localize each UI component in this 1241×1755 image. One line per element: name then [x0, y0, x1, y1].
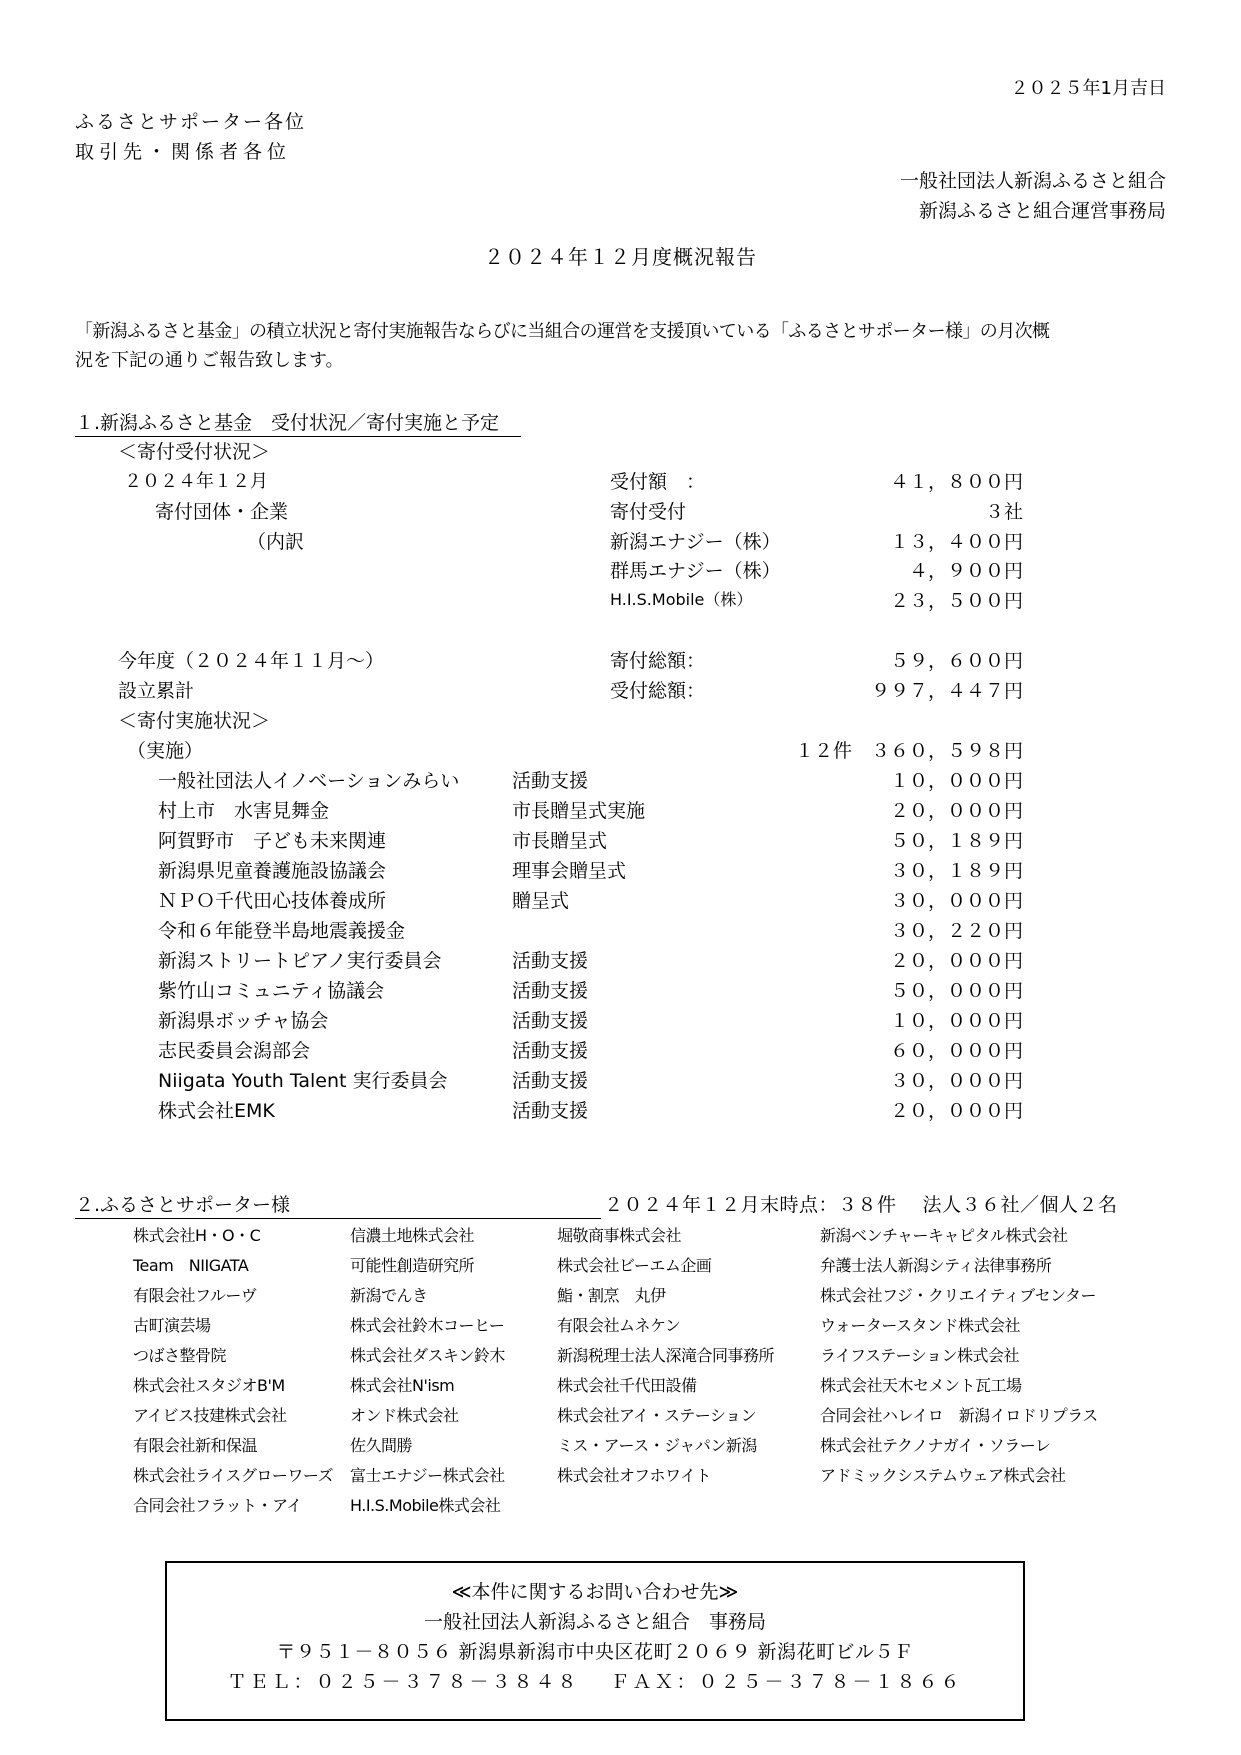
supporter-name: 株式会社N'ism	[350, 1376, 455, 1395]
implementation-org: Niigata Youth Talent 実行委員会	[158, 1070, 448, 1092]
implementation-org: 令和６年能登半島地震義援金	[158, 920, 406, 942]
section2-heading	[75, 1196, 601, 1219]
received-amount-value: ４１，８００円	[889, 471, 1023, 493]
fiscal-total-label: 寄付総額：	[610, 650, 706, 672]
implementation-purpose: 活動支援	[512, 980, 589, 1002]
donor-amount: ４，９００円	[908, 560, 1023, 582]
sender-line-1: 一般社団法人新潟ふるさと組合	[899, 170, 1166, 192]
contact-organization: 一般社団法人新潟ふるさと組合 事務局	[423, 1611, 766, 1633]
implementation-org: 一般社団法人イノベーションみらい	[158, 770, 460, 792]
breakdown-label: （内訳	[247, 531, 305, 553]
cumulative-total-value: ９９７，４４７円	[870, 680, 1023, 702]
section2-heading-text: ２.ふるさとサポーター様	[75, 1194, 291, 1216]
implementation-org: 新潟県児童養護施設協議会	[158, 860, 387, 882]
supporter-name: 古町演芸場	[133, 1316, 211, 1335]
contact-title: ≪本件に関するお問い合わせ先≫	[451, 1581, 739, 1603]
implementation-purpose: 活動支援	[512, 950, 589, 972]
implementation-org: ＮＰＯ千代田心技体養成所	[158, 890, 387, 912]
donation-count-value: ３社	[984, 501, 1023, 523]
supporter-name: ライフステーション株式会社	[820, 1346, 1019, 1365]
donor-name: 群馬エナジー（株）	[610, 560, 781, 582]
implementation-purpose: 活動支援	[512, 1070, 589, 1092]
supporter-name: つばさ整骨院	[133, 1346, 227, 1365]
donor-groups-label: 寄付団体・企業	[155, 501, 289, 523]
implementation-purpose: 市長贈呈式実施	[512, 800, 646, 822]
implementation-org: 志民委員会潟部会	[158, 1040, 311, 1062]
recipient-line-1: ふるさとサポーター各位	[75, 111, 307, 133]
implementation-org: 株式会社EMK	[158, 1100, 275, 1122]
supporter-name: 株式会社ダスキン鈴木	[350, 1346, 505, 1365]
supporter-name: 株式会社スタジオB'M	[133, 1376, 285, 1395]
implementation-amount: ３０，２２０円	[889, 920, 1023, 942]
supporter-name: 有限会社新和保温	[133, 1436, 258, 1455]
fiscal-year-label: 今年度（２０２４年１１月～）	[118, 650, 385, 672]
implementation-amount: ２０，０００円	[889, 800, 1023, 822]
supporter-name: 合同会社フラット・アイ	[133, 1496, 302, 1515]
supporter-name: 新潟税理士法人深滝合同事務所	[557, 1346, 775, 1365]
sender-line-2: 新潟ふるさと組合運営事務局	[918, 200, 1166, 222]
page-title: ２０２４年１２月度概況報告	[484, 245, 757, 269]
supporter-name: 信濃土地株式会社	[350, 1226, 475, 1245]
intro-line-1: 「新潟ふるさと基金」の積立状況と寄付実施報告ならびに当組合の運営を支援頂いている「ふるさとサポーター様」の月次概	[75, 321, 1050, 342]
implementation-purpose: 贈呈式	[512, 890, 570, 912]
supporter-name: 株式会社アイ・ステーション	[557, 1406, 757, 1425]
receipt-month: ２０２４年１２月	[124, 471, 268, 492]
received-amount-label: 受付額 ：	[610, 471, 706, 493]
cumulative-label: 設立累計	[118, 680, 195, 702]
implementation-org: 新潟ストリートピアノ実行委員会	[158, 950, 442, 972]
supporter-name: 株式会社天木セメント瓦工場	[820, 1376, 1022, 1395]
implementation-amount: ５０，０００円	[889, 980, 1023, 1002]
supporter-name: 合同会社ハレイロ 新潟イロドリプラス	[820, 1406, 1098, 1425]
section1-heading: １.新潟ふるさと基金 受付状況／寄付実施と予定	[75, 414, 521, 437]
implementation-amount: ６０，０００円	[889, 1040, 1023, 1062]
donor-amount: ２３，５００円	[889, 590, 1023, 612]
receipt-status-heading: ＜寄付受付状況＞	[118, 441, 271, 463]
implementation-amount: ５０，１８９円	[889, 830, 1023, 852]
implementation-amount: １０，０００円	[889, 770, 1023, 792]
supporter-name: 株式会社H・O・C	[133, 1226, 261, 1245]
implementation-org: 村上市 水害見舞金	[158, 800, 330, 822]
supporter-name: 株式会社ライスグローワーズ	[133, 1466, 334, 1485]
supporter-name: H.I.S.Mobile株式会社	[350, 1496, 501, 1515]
contact-box	[165, 1561, 1025, 1721]
intro-line-2: 況を下記の通りご報告致します。	[75, 350, 344, 371]
supporter-name: ミス・アース・ジャパン新潟	[557, 1436, 757, 1455]
implementation-amount: ３０，０００円	[889, 1070, 1023, 1092]
supporter-name: 佐久間勝	[350, 1436, 413, 1455]
implementation-purpose: 活動支援	[512, 1040, 589, 1062]
supporter-name: 可能性創造研究所	[350, 1256, 475, 1275]
supporter-name: 株式会社フジ・クリエイティブセンター	[820, 1286, 1096, 1305]
implementation-label: （実施）	[127, 740, 204, 762]
supporter-name: 有限会社フルーヴ	[133, 1286, 257, 1305]
supporter-name: Team NIIGATA	[133, 1256, 249, 1275]
supporter-name: 堀敬商事株式会社	[557, 1226, 682, 1245]
supporter-name: 富士エナジー株式会社	[350, 1466, 505, 1485]
implementation-purpose: 活動支援	[512, 1100, 589, 1122]
implementation-amount: ２０，０００円	[889, 1100, 1023, 1122]
supporter-name: 株式会社ビーエム企画	[557, 1256, 712, 1275]
supporter-name: 鮨・割烹 丸伊	[557, 1286, 666, 1305]
implementation-org: 新潟県ボッチャ協会	[158, 1010, 329, 1032]
supporter-name: アドミックシステムウェア株式会社	[820, 1466, 1066, 1485]
supporter-name: 株式会社テクノナガイ・ソラーレ	[820, 1436, 1051, 1455]
implementation-org: 阿賀野市 子ども未来関連	[158, 830, 387, 852]
supporter-name: 株式会社千代田設備	[557, 1376, 697, 1395]
implementation-amount: ３０，１８９円	[889, 860, 1023, 882]
supporter-name: 株式会社鈴木コーヒー	[350, 1316, 505, 1335]
contact-phone-fax: ＴＥＬ：０２５－３７８－３８４８ ＦＡＸ：０２５－３７８－１８６６	[227, 1671, 963, 1693]
implementation-amount: ３０，０００円	[889, 890, 1023, 912]
report-date: ２０２５年1月吉日	[1010, 78, 1166, 99]
donation-count-label: 寄付受付	[610, 501, 687, 523]
implementation-status-heading: ＜寄付実施状況＞	[118, 710, 271, 732]
implementation-purpose: 活動支援	[512, 770, 589, 792]
fiscal-total-value: ５９，６００円	[889, 650, 1023, 672]
donor-amount: １３，４００円	[889, 531, 1023, 553]
implementation-purpose: 市長贈呈式	[512, 830, 608, 852]
supporter-status: ２０２４年１２月末時点：３８件 法人３６社／個人２名	[604, 1194, 1118, 1216]
supporter-name: 株式会社オフホワイト	[557, 1466, 712, 1485]
recipient-line-2: 取引先・関係者各位	[75, 141, 292, 163]
supporter-name: 新潟でんき	[350, 1286, 428, 1305]
cumulative-total-label: 受付総額：	[610, 680, 706, 702]
supporter-name: 新潟ベンチャーキャピタル株式会社	[820, 1226, 1068, 1245]
supporter-name: アイビス技建株式会社	[133, 1406, 287, 1425]
implementation-summary: １２件 ３６０，５９８円	[794, 740, 1023, 762]
donor-name: 新潟エナジー（株）	[610, 531, 781, 553]
implementation-purpose: 活動支援	[512, 1010, 589, 1032]
supporter-name: ウォータースタンド株式会社	[820, 1316, 1021, 1335]
donor-name: H.I.S.Mobile（株）	[610, 590, 753, 609]
supporter-name: オンド株式会社	[350, 1406, 459, 1425]
implementation-amount: １０，０００円	[889, 1010, 1023, 1032]
contact-address: 〒９５１－８０５６ 新潟県新潟市中央区花町２０６９ 新潟花町ビル５Ｆ	[276, 1641, 914, 1663]
implementation-purpose: 理事会贈呈式	[512, 860, 627, 882]
supporter-name: 有限会社ムネケン	[557, 1316, 681, 1335]
implementation-amount: ２０，０００円	[889, 950, 1023, 972]
implementation-org: 紫竹山コミュニティ協議会	[158, 980, 385, 1002]
supporter-name: 弁護士法人新潟シティ法律事務所	[820, 1256, 1052, 1275]
